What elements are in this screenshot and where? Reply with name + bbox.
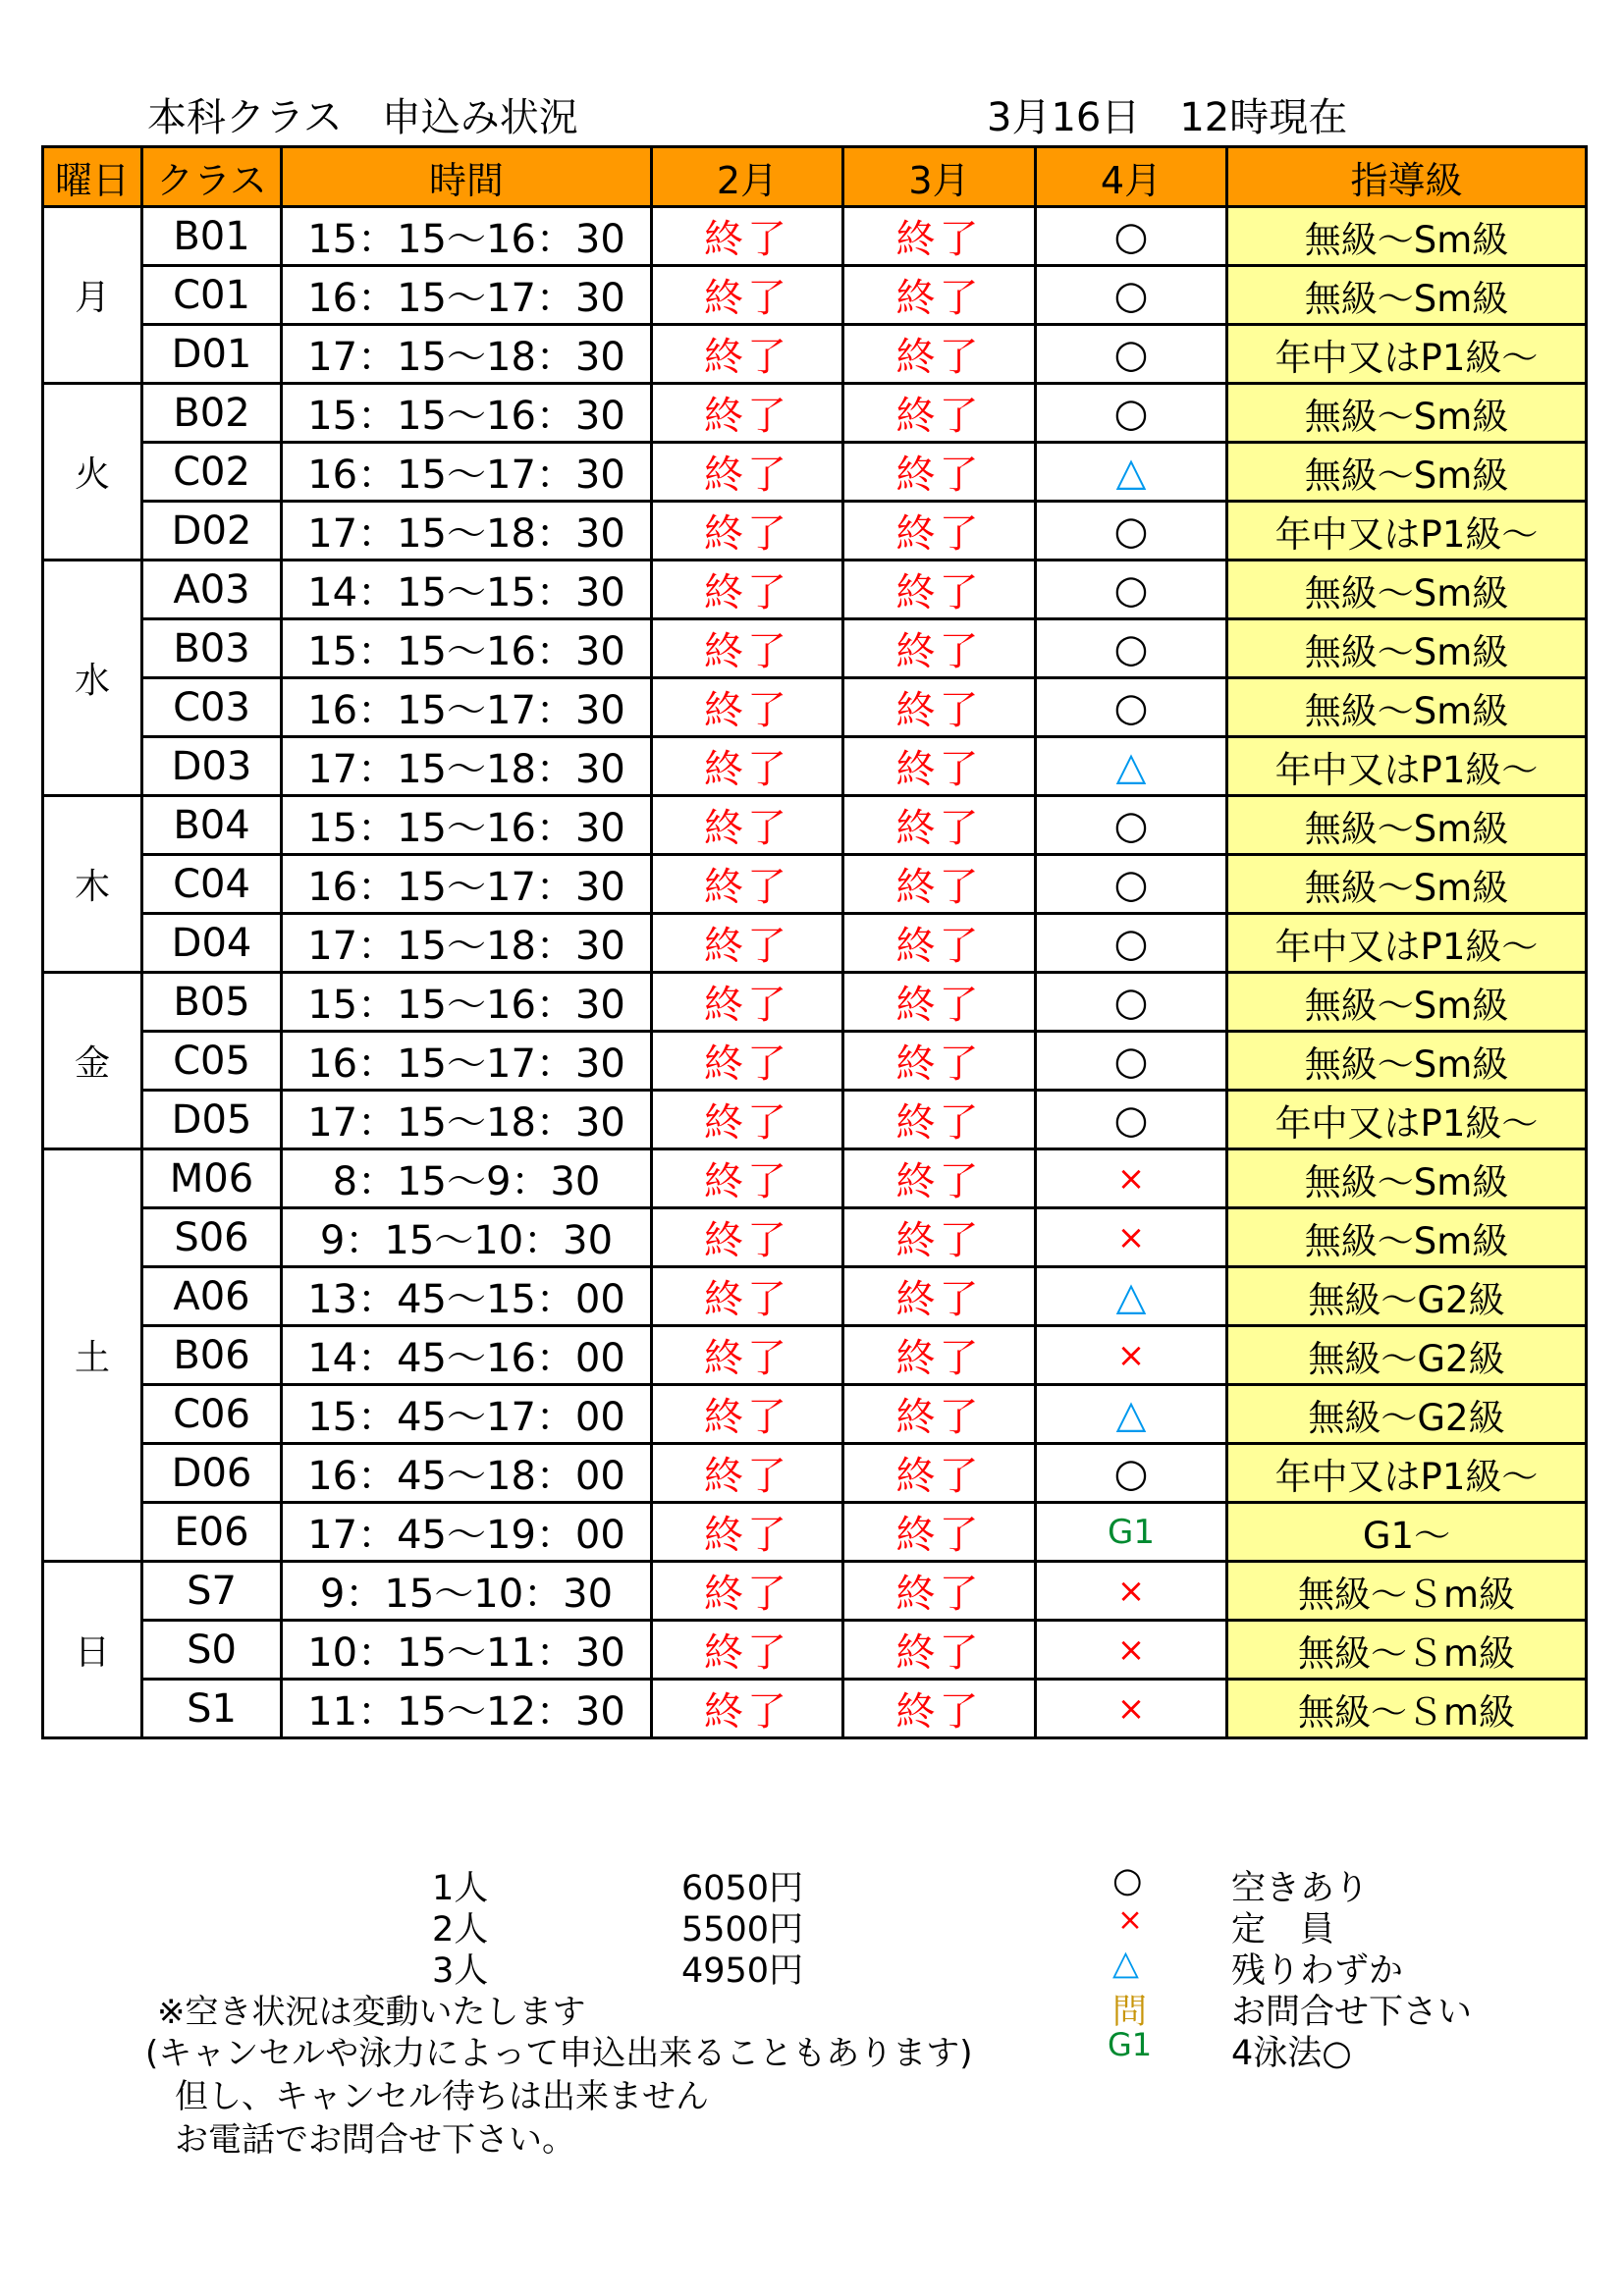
grade-cell: 年中又はP1級～ <box>1227 502 1587 561</box>
feb-status-cell: 終了 <box>652 325 843 384</box>
time-cell: 17：15～18：30 <box>282 737 652 796</box>
apr-status-cell: × <box>1036 1621 1227 1680</box>
apr-status-cell: ○ <box>1036 561 1227 619</box>
schedule-table <box>41 145 1588 1739</box>
note-line-1: ※空き状況は変動いたします <box>157 1993 586 2032</box>
header-day: 曜日 <box>43 147 142 207</box>
mar-status-cell: 終了 <box>843 1032 1036 1091</box>
class-cell: B02 <box>142 384 282 443</box>
time-cell: 16：15～17：30 <box>282 1032 652 1091</box>
table-row <box>43 266 1587 325</box>
class-cell: B04 <box>142 796 282 855</box>
mar-status-cell: 終了 <box>843 266 1036 325</box>
table-row <box>43 914 1587 973</box>
time-cell: 16：15～17：30 <box>282 678 652 737</box>
mar-status-cell: 終了 <box>843 1149 1036 1208</box>
day-cell: 月 <box>43 207 142 384</box>
feb-status-cell: 終了 <box>652 502 843 561</box>
class-cell: B05 <box>142 973 282 1032</box>
class-cell: A03 <box>142 561 282 619</box>
mar-status-cell: 終了 <box>843 384 1036 443</box>
class-cell: S0 <box>142 1621 282 1680</box>
feb-status-cell: 終了 <box>652 443 843 502</box>
grade-cell: 無級～Sm級 <box>1227 561 1587 619</box>
class-cell: M06 <box>142 1149 282 1208</box>
apr-status-cell: ○ <box>1036 796 1227 855</box>
time-cell: 16：15～17：30 <box>282 443 652 502</box>
grade-cell: 無級～Ｓm級 <box>1227 1680 1587 1738</box>
mar-status-cell: 終了 <box>843 502 1036 561</box>
apr-status-cell: × <box>1036 1208 1227 1267</box>
feb-status-cell: 終了 <box>652 1562 843 1621</box>
time-cell: 8：15～9：30 <box>282 1149 652 1208</box>
apr-status-cell: ○ <box>1036 1091 1227 1149</box>
class-cell: D04 <box>142 914 282 973</box>
table-row <box>43 384 1587 443</box>
table-row <box>43 1267 1587 1326</box>
grade-cell: 無級～Sm級 <box>1227 855 1587 914</box>
grade-cell: 無級～Sm級 <box>1227 619 1587 678</box>
mar-status-cell: 終了 <box>843 1621 1036 1680</box>
feb-status-cell: 終了 <box>652 914 843 973</box>
class-cell: C05 <box>142 1032 282 1091</box>
class-cell: C03 <box>142 678 282 737</box>
apr-status-cell: ○ <box>1036 914 1227 973</box>
grade-cell: 年中又はP1級～ <box>1227 1091 1587 1149</box>
feb-status-cell: 終了 <box>652 207 843 266</box>
mar-status-cell: 終了 <box>843 796 1036 855</box>
grade-cell: 無級～Sm級 <box>1227 266 1587 325</box>
grade-cell: 無級～Sm級 <box>1227 796 1587 855</box>
legend-question-symbol: 問 <box>1112 1993 1148 2032</box>
feb-status-cell: 終了 <box>652 1032 843 1091</box>
class-cell: B06 <box>142 1326 282 1385</box>
header-apr: 4月 <box>1036 147 1227 207</box>
table-row <box>43 1680 1587 1738</box>
note-line-3: 但し、キャンセル待ちは出来ません <box>175 2077 709 2116</box>
table-row <box>43 207 1587 266</box>
mar-status-cell: 終了 <box>843 1326 1036 1385</box>
grade-cell: 年中又はP1級～ <box>1227 914 1587 973</box>
header-time: 時間 <box>282 147 652 207</box>
feb-status-cell: 終了 <box>652 384 843 443</box>
legend-cross-meaning: 定 員 <box>1231 1910 1335 1949</box>
class-cell: B03 <box>142 619 282 678</box>
time-cell: 15：45～17：00 <box>282 1385 652 1444</box>
table-row <box>43 502 1587 561</box>
day-cell: 火 <box>43 384 142 561</box>
mar-status-cell: 終了 <box>843 1267 1036 1326</box>
feb-status-cell: 終了 <box>652 266 843 325</box>
apr-status-cell: ○ <box>1036 973 1227 1032</box>
header-feb: 2月 <box>652 147 843 207</box>
feb-status-cell: 終了 <box>652 973 843 1032</box>
time-cell: 14：45～16：00 <box>282 1326 652 1385</box>
time-cell: 17：15～18：30 <box>282 325 652 384</box>
time-cell: 15：15～16：30 <box>282 384 652 443</box>
page-title: 本科クラス 申込み状況 <box>147 95 578 140</box>
mar-status-cell: 終了 <box>843 443 1036 502</box>
class-cell: D05 <box>142 1091 282 1149</box>
feb-status-cell: 終了 <box>652 1149 843 1208</box>
table-row <box>43 855 1587 914</box>
note-line-4: お電話でお問合せ下さい。 <box>175 2120 575 2160</box>
apr-status-cell: ○ <box>1036 855 1227 914</box>
time-cell: 16：15～17：30 <box>282 266 652 325</box>
table-row <box>43 561 1587 619</box>
day-cell: 土 <box>43 1149 142 1562</box>
feb-status-cell: 終了 <box>652 1208 843 1267</box>
class-cell: D01 <box>142 325 282 384</box>
legend-triangle-symbol: △ <box>1112 1944 1139 1983</box>
grade-cell: 年中又はP1級～ <box>1227 1444 1587 1503</box>
class-cell: S1 <box>142 1680 282 1738</box>
price-value-2: 5500円 <box>681 1910 804 1949</box>
table-row <box>43 796 1587 855</box>
legend-circle-meaning: 空きあり <box>1231 1869 1370 1908</box>
mar-status-cell: 終了 <box>843 1503 1036 1562</box>
day-cell: 水 <box>43 561 142 796</box>
legend-g1-meaning: 4泳法○ <box>1231 2034 1352 2073</box>
grade-cell: 無級～Sm級 <box>1227 973 1587 1032</box>
apr-status-cell: G1 <box>1036 1503 1227 1562</box>
time-cell: 16：15～17：30 <box>282 855 652 914</box>
table-row <box>43 1326 1587 1385</box>
time-cell: 17：15～18：30 <box>282 1091 652 1149</box>
grade-cell: 無級～Sm級 <box>1227 1149 1587 1208</box>
apr-status-cell: ○ <box>1036 502 1227 561</box>
apr-status-cell: △ <box>1036 443 1227 502</box>
time-cell: 10：15～11：30 <box>282 1621 652 1680</box>
table-row <box>43 619 1587 678</box>
apr-status-cell: ○ <box>1036 384 1227 443</box>
time-cell: 15：15～16：30 <box>282 207 652 266</box>
grade-cell: 無級～G2級 <box>1227 1326 1587 1385</box>
table-row <box>43 1444 1587 1503</box>
table-row <box>43 737 1587 796</box>
legend-triangle-meaning: 残りわずか <box>1231 1951 1404 1991</box>
mar-status-cell: 終了 <box>843 737 1036 796</box>
header-mar: 3月 <box>843 147 1036 207</box>
legend-circle-symbol: ○ <box>1112 1861 1143 1900</box>
feb-status-cell: 終了 <box>652 1385 843 1444</box>
mar-status-cell: 終了 <box>843 914 1036 973</box>
time-cell: 15：15～16：30 <box>282 796 652 855</box>
day-cell: 日 <box>43 1562 142 1738</box>
time-cell: 17：15～18：30 <box>282 502 652 561</box>
mar-status-cell: 終了 <box>843 207 1036 266</box>
feb-status-cell: 終了 <box>652 1091 843 1149</box>
mar-status-cell: 終了 <box>843 325 1036 384</box>
feb-status-cell: 終了 <box>652 796 843 855</box>
time-cell: 15：15～16：30 <box>282 619 652 678</box>
time-cell: 17：15～18：30 <box>282 914 652 973</box>
mar-status-cell: 終了 <box>843 619 1036 678</box>
table-row <box>43 973 1587 1032</box>
class-cell: S06 <box>142 1208 282 1267</box>
apr-status-cell: ○ <box>1036 1444 1227 1503</box>
table-row <box>43 1385 1587 1444</box>
time-cell: 14：15～15：30 <box>282 561 652 619</box>
grade-cell: 無級～Sm級 <box>1227 678 1587 737</box>
class-cell: C01 <box>142 266 282 325</box>
class-cell: S7 <box>142 1562 282 1621</box>
mar-status-cell: 終了 <box>843 1562 1036 1621</box>
time-cell: 9：15～10：30 <box>282 1562 652 1621</box>
mar-status-cell: 終了 <box>843 1444 1036 1503</box>
header-grade: 指導級 <box>1227 147 1587 207</box>
grade-cell: 無級～Sm級 <box>1227 384 1587 443</box>
apr-status-cell: △ <box>1036 1267 1227 1326</box>
table-row <box>43 1091 1587 1149</box>
apr-status-cell: × <box>1036 1326 1227 1385</box>
grade-cell: 無級～G2級 <box>1227 1385 1587 1444</box>
time-cell: 9：15～10：30 <box>282 1208 652 1267</box>
feb-status-cell: 終了 <box>652 1621 843 1680</box>
time-cell: 11：15～12：30 <box>282 1680 652 1738</box>
day-cell: 金 <box>43 973 142 1149</box>
feb-status-cell: 終了 <box>652 1680 843 1738</box>
apr-status-cell: × <box>1036 1680 1227 1738</box>
legend-cross-symbol: × <box>1117 1902 1143 1938</box>
grade-cell: 無級～Sm級 <box>1227 443 1587 502</box>
grade-cell: 無級～Sm級 <box>1227 207 1587 266</box>
apr-status-cell: ○ <box>1036 266 1227 325</box>
class-cell: D02 <box>142 502 282 561</box>
table-row <box>43 1208 1587 1267</box>
class-cell: E06 <box>142 1503 282 1562</box>
note-line-2: (キャンセルや泳力によって申込出来ることもあります) <box>145 2034 973 2073</box>
apr-status-cell: × <box>1036 1149 1227 1208</box>
feb-status-cell: 終了 <box>652 561 843 619</box>
mar-status-cell: 終了 <box>843 561 1036 619</box>
class-cell: D03 <box>142 737 282 796</box>
mar-status-cell: 終了 <box>843 1385 1036 1444</box>
mar-status-cell: 終了 <box>843 973 1036 1032</box>
table-row <box>43 1503 1587 1562</box>
time-cell: 13：45～15：00 <box>282 1267 652 1326</box>
price-people-2: 2人 <box>432 1910 489 1949</box>
feb-status-cell: 終了 <box>652 678 843 737</box>
schedule-body <box>43 207 1587 1738</box>
table-row <box>43 1149 1587 1208</box>
feb-status-cell: 終了 <box>652 1503 843 1562</box>
feb-status-cell: 終了 <box>652 737 843 796</box>
class-cell: C06 <box>142 1385 282 1444</box>
mar-status-cell: 終了 <box>843 1208 1036 1267</box>
apr-status-cell: ○ <box>1036 678 1227 737</box>
grade-cell: 無級～G2級 <box>1227 1267 1587 1326</box>
mar-status-cell: 終了 <box>843 1091 1036 1149</box>
apr-status-cell: △ <box>1036 737 1227 796</box>
table-row <box>43 1032 1587 1091</box>
mar-status-cell: 終了 <box>843 1680 1036 1738</box>
grade-cell: 無級～Sm級 <box>1227 1032 1587 1091</box>
time-cell: 17：45～19：00 <box>282 1503 652 1562</box>
grade-cell: 無級～Ｓm級 <box>1227 1562 1587 1621</box>
feb-status-cell: 終了 <box>652 855 843 914</box>
apr-status-cell: ○ <box>1036 207 1227 266</box>
price-value-3: 4950円 <box>681 1951 804 1991</box>
class-cell: C02 <box>142 443 282 502</box>
time-cell: 16：45～18：00 <box>282 1444 652 1503</box>
feb-status-cell: 終了 <box>652 1444 843 1503</box>
table-row <box>43 1562 1587 1621</box>
class-cell: D06 <box>142 1444 282 1503</box>
class-cell: C04 <box>142 855 282 914</box>
table-row <box>43 325 1587 384</box>
time-cell: 15：15～16：30 <box>282 973 652 1032</box>
legend-question-meaning: お問合せ下さい <box>1231 1993 1473 2032</box>
apr-status-cell: △ <box>1036 1385 1227 1444</box>
apr-status-cell: ○ <box>1036 619 1227 678</box>
grade-cell: 無級～Sm級 <box>1227 1208 1587 1267</box>
apr-status-cell: × <box>1036 1562 1227 1621</box>
table-row <box>43 678 1587 737</box>
table-row <box>43 1621 1587 1680</box>
feb-status-cell: 終了 <box>652 619 843 678</box>
feb-status-cell: 終了 <box>652 1326 843 1385</box>
grade-cell: 年中又はP1級～ <box>1227 325 1587 384</box>
table-row <box>43 443 1587 502</box>
price-people-1: 1人 <box>432 1869 489 1908</box>
legend-g1-symbol: G1 <box>1108 2026 1153 2063</box>
class-cell: B01 <box>142 207 282 266</box>
mar-status-cell: 終了 <box>843 855 1036 914</box>
mar-status-cell: 終了 <box>843 678 1036 737</box>
grade-cell: G1～ <box>1227 1503 1587 1562</box>
price-value-1: 6050円 <box>681 1869 804 1908</box>
day-cell: 木 <box>43 796 142 973</box>
grade-cell: 無級～Ｓm級 <box>1227 1621 1587 1680</box>
feb-status-cell: 終了 <box>652 1267 843 1326</box>
price-people-3: 3人 <box>432 1951 489 1991</box>
apr-status-cell: ○ <box>1036 1032 1227 1091</box>
class-cell: A06 <box>142 1267 282 1326</box>
grade-cell: 年中又はP1級～ <box>1227 737 1587 796</box>
as-of-timestamp: 3月16日 12時現在 <box>987 95 1348 140</box>
apr-status-cell: ○ <box>1036 325 1227 384</box>
header-class: クラス <box>142 147 282 207</box>
table-header-row <box>43 147 1587 207</box>
